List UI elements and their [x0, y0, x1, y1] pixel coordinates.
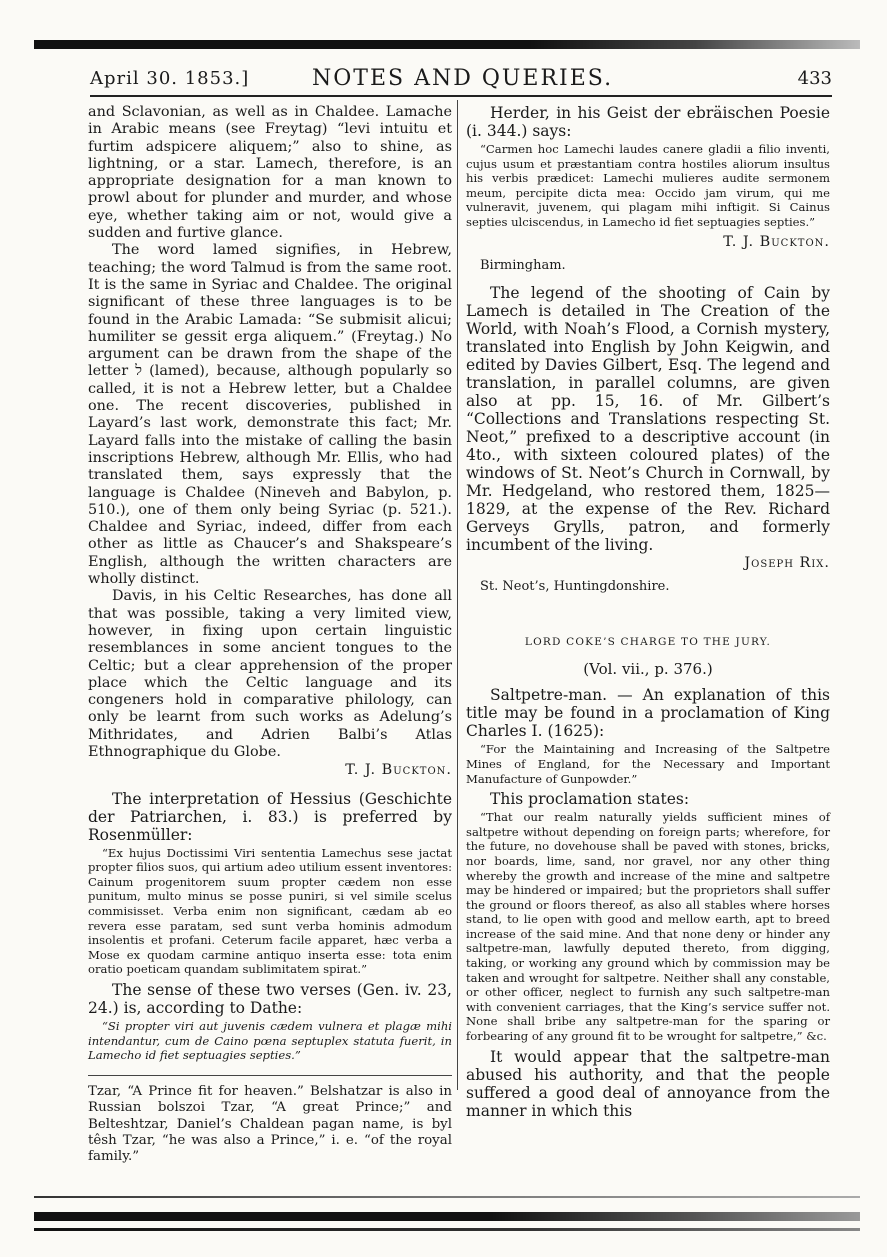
block-quote: “Si propter viri aut juvenis cædem vulnera et plagæ mihi intendantur, cum de Caino pœna septuplex statuta fuerit, in Lamecho id fiet septuagies septies.”	[88, 1018, 452, 1063]
block-quote: “Carmen hoc Lamechi laudes canere gladii a filio inventi, cujus usum et præstantiam contra hostiles aliorum insultus his verbis prædicet: Lamechi mulieres audite sermonem meum, percipite dicta mea: Occido jam virum, qui me vulneravit, juvenem, qui plagam mihi inftigit. Si Cainus septies ulciscendus, in Lamecho id fiet septuagies septies.”	[466, 142, 830, 229]
top-rule	[34, 40, 860, 49]
header-date: April 30. 1853.]	[90, 68, 250, 89]
header-title: NOTES AND QUERIES.	[312, 66, 614, 91]
paragraph: This proclamation states:	[490, 790, 690, 809]
paragraph: The interpretation of Hessius (Geschichte der Patriarchen, i. 83.) is preferred by Rosenmüller:	[88, 789, 452, 844]
signature: T. J. Buckton.	[345, 762, 452, 779]
signature: Joseph Rix.	[744, 555, 830, 572]
footnote: Tzar, “A Prince fit for heaven.” Belshatzar is also in Russian bolszoi Tzar, “A great Prince;” and Belteshtzar, Daniel’s Chaldean pagan name, is byl têsh Tzar, “he was also a Prince,” i. e. “of the royal family.”	[88, 1083, 452, 1165]
signature: T. J. Buckton.	[723, 233, 830, 250]
paragraph: The sense of these two verses (Gen. iv. 23, 24.) is, according to Dathe:	[88, 980, 452, 1017]
paragraph: The word lamed signifies, in Hebrew, teaching; the word Talmud is from the same root. It is the same in Syriac and Chaldee. The original significant of these three languages is to be found in the Arabic Lamada: “Se submisit alicui; humiliter se gessit erga aliquem.” (Freytag.) No argument can be drawn from the shape of the letter ל (lamed), because, although popularly so called, it is not a Hebrew letter, but a Chaldee one. The recent discoveries, published in Layard’s last work, demonstrate this fact; Mr. Layard falls into the mistake of calling the basin inscriptions Hebrew, although Mr. Ellis, who had translated them, says expressly that the language is Chaldee (Nineveh and Babylon, p. 510.), one of them only being Syriac (p. 521.). Chaldee and Syriac, indeed, differ from each other as little as Chaucer’s and Shakspeare’s English, although the written characters are wholly distinct.	[88, 242, 453, 588]
bottom-rule-base	[34, 1228, 860, 1231]
bottom-rule-thick	[34, 1212, 860, 1221]
paragraph: Saltpetre-man. — An explanation of this title may be found in a proclamation of King Charles I. (1625):	[466, 686, 830, 741]
block-quote: “Ex hujus Doctissimi Viri sententia Lamechus sese jactat propter filios suos, qui artium adeo utilium essent inventores: Cainum progenitorem suum propter cædem non esse punitum, multo minus se posse puniri, si vel simile scelus commisisset. Verba enim non significant, cædam ab eo revera esse paratam, sed sunt verba hominis admodum insolentis et profani. Ceterum facile apparet, hæc verba a Mose ex quodam carmine antiquo inserta esse: tota enim oratio poeticam quandam sublimitatem spirat.”	[88, 845, 452, 977]
section-title: LORD COKE’S CHARGE TO THE JURY.	[524, 635, 772, 648]
column-divider	[457, 100, 458, 1090]
running-header	[90, 66, 832, 98]
paragraph: The legend of the shooting of Cain by Lamech is detailed in The Creation of the World, with Noah’s Flood, a Cornish mystery, translated into English by John Keigwin, and edited by Davies Gilbert, Esq. The legend and translation, in parallel columns, are given also at pp. 15, 16. of Mr. Gilbert’s “Collections and Translations respecting St. Neot,” prefixed to a descriptive account (in 4to., with sixteen coloured plates) of the windows of St. Neot’s Church in Cornwall, by Mr. Hedgeland, who restored them, 1825—1829, at the expense of the Rev. Richard Gerveys Grylls, patron, and formerly incumbent of the living.	[466, 284, 830, 555]
paragraph: Davis, in his Celtic Researches, has done all that was possible, taking a very limited view, however, in fixing upon certain linguistic resemblances in some ancient tongues to the Celtic; but a clear apprehension of the proper place which the Celtic language and its congeners hold in comparative philology, can only be learnt from such works as Adelung’s Mithridates, and Adrien Balbi’s Atlas Ethnographique du Globe.	[88, 588, 452, 760]
block-quote: “For the Maintaining and Increasing of the Saltpetre Mines of England, for the Necessary and Important Manufacture of Gunpowder.”	[466, 742, 830, 786]
place-line: St. Neot’s, Huntingdonshire.	[480, 579, 670, 595]
section-reference: (Vol. vii., p. 376.)	[583, 660, 713, 679]
page-number: 433	[797, 68, 832, 89]
block-quote: “That our realm naturally yields sufficient mines of saltpetre without depending on foreign parts; wherefore, for the future, no dovehouse shall be paved with stones, bricks, nor boards, lime, sand, nor gravel, nor any other thing whereby the growth and increase of the mine and saltpetre may be hindered or impaired; but the proprietors shall suffer the ground or floors thereof, as also all stables where horses stand, to lie open with good and mellow earth, apt to breed increase of the said mine. And that none deny or hinder any saltpetre-man, lawfully deputed thereto, from digging, taking, or working any ground which by commission may be taken and wrought for saltpetre. Neither shall any constable, or other officer, neglect to furnish any such saltpetre-man with convenient carriages, that the King’s service suffer not. None shall bribe any saltpetre-man for the sparing or forbearing of any ground fit to be wrought for saltpetre,” &c.	[466, 810, 830, 1044]
left-column	[88, 104, 452, 1166]
header-rule	[90, 95, 832, 97]
place-line: Birmingham.	[480, 257, 566, 273]
right-column	[466, 104, 830, 1120]
footnote-rule	[88, 1075, 452, 1076]
paragraph: It would appear that the saltpetre-man abused his authority, and that the people suffered a good deal of annoyance from the manner in which this	[466, 1047, 830, 1120]
paragraph: Herder, in his Geist der ebräischen Poesie (i. 344.) says:	[466, 104, 830, 140]
bottom-rule-thin	[34, 1196, 860, 1198]
paragraph: and Sclavonian, as well as in Chaldee. Lamache in Arabic means (see Freytag) “levi intuitu et furtim adspicere aliquem;” also to shine, as lightning, or a star. Lamech, therefore, is an appropriate designation for a man known to prowl about for plunder and murder, and whose eye, whether taking aim or not, would give a sudden and furtive glance.	[88, 104, 452, 242]
